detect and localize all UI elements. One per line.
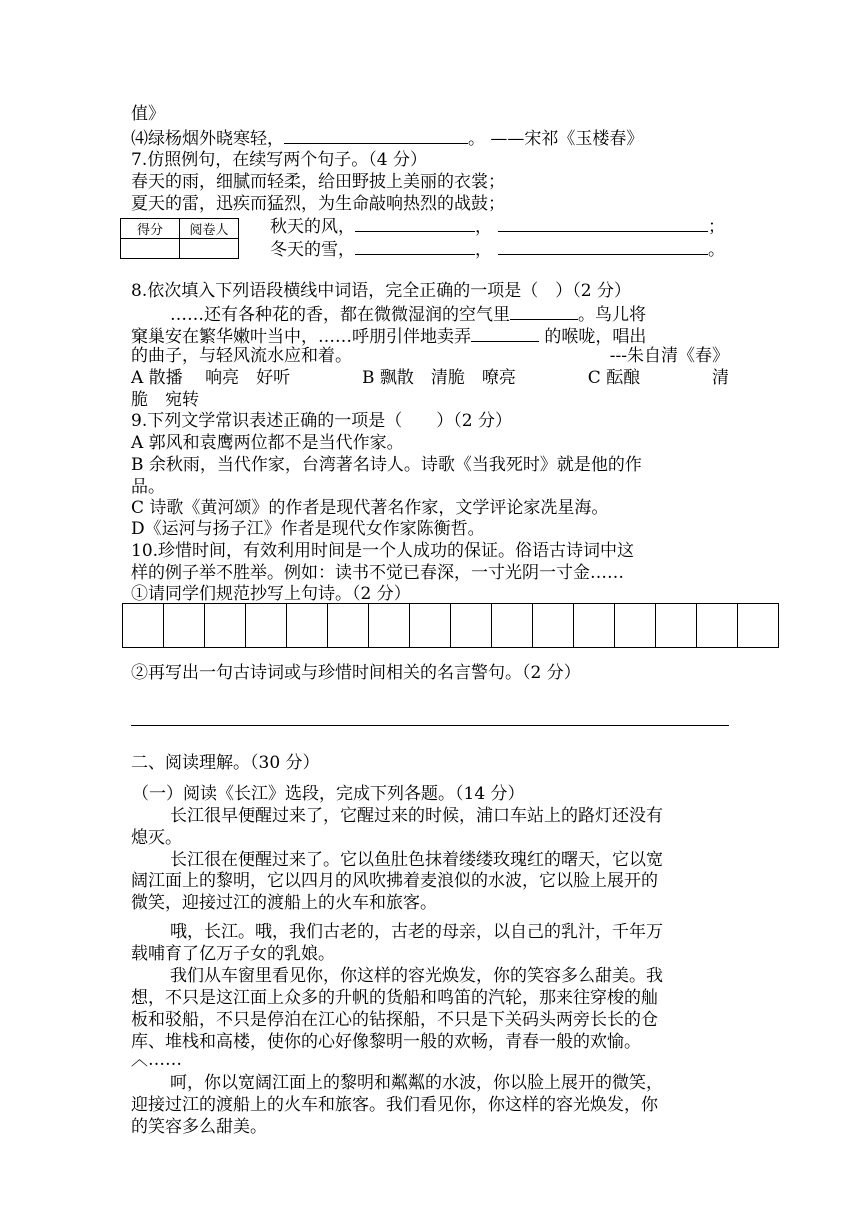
question-8: 8.依次填入下列语段横线中词语，完全正确的一项是（ ）（2 分） <box>131 281 631 301</box>
reading-line: 长江很早便醒过来了，它醒过来的时候，浦口车站上的路灯还没有 <box>170 806 663 826</box>
text: 清 <box>712 368 729 388</box>
text: 的喉咙，唱出 <box>539 327 647 347</box>
option-c[interactable]: C 酝酿 <box>587 368 641 388</box>
options-line <box>131 368 729 388</box>
section-heading: 二、阅读理解。（30 分） <box>131 753 320 773</box>
question-10-cont: 样的例子举不胜举。例如：读书不觉已春深，一寸光阴一寸金…… <box>131 563 624 583</box>
text: 。 ——宋祁《玉楼春》 <box>468 129 644 149</box>
grid-cell[interactable] <box>533 604 574 648</box>
text: ； <box>708 217 725 237</box>
example-sentence-2: 夏天的雷，迅疾而猛烈，为生命敲响热烈的战鼓； <box>131 194 505 214</box>
passage-line <box>131 325 646 347</box>
option-b[interactable]: B 飘散 清脆 嘹亮 <box>361 368 516 388</box>
answer-blank[interactable] <box>510 303 578 320</box>
answer-blank[interactable] <box>355 238 475 255</box>
reading-line: 熄灭。 <box>131 828 182 848</box>
grid-cell[interactable] <box>205 604 246 648</box>
text: 窠巢安在繁华嫩叶当中，……呼朋引伴地卖弄 <box>131 327 471 347</box>
reading-line: 载哺育了亿万子女的乳娘。 <box>131 944 335 964</box>
poem-fill-line <box>131 127 643 149</box>
text-line: 值》 <box>131 104 165 124</box>
reading-line: 长江很在便醒过来了。它以鱼肚色抹着缕缕玫瑰红的曙天，它以宽 <box>170 850 663 870</box>
text: 冬天的雪， <box>270 240 355 260</box>
question-7: 7.仿照例句，在续写两个句子。（4 分） <box>131 150 427 170</box>
reading-line: 阔江面上的黎明，它以四月的风吹拂着麦浪似的水波，它以脸上展开的 <box>131 871 658 891</box>
reading-line: 想，不只是这江面上众多的升帆的货船和鸣笛的汽轮，那来往穿梭的舢 <box>131 988 658 1008</box>
reading-line: 板和驳船，不只是停泊在江心的钻探船，不只是下关码头两旁长长的仓 <box>131 1010 658 1030</box>
grid-cell[interactable] <box>246 604 287 648</box>
question-9: 9.下列文学常识表述正确的一项是（ ）（2 分） <box>131 411 512 431</box>
reading-line: 呵，你以宽阔江面上的黎明和粼粼的水波，你以脸上展开的微笑， <box>170 1073 663 1093</box>
grid-cell[interactable] <box>410 604 451 648</box>
reading-line: 的笑容多么甜美。 <box>131 1117 267 1137</box>
passage-line <box>131 346 729 366</box>
answer-blank[interactable] <box>498 238 708 255</box>
example-sentence-1: 春天的雨，细腻而轻柔，给田野披上美丽的衣裳； <box>131 172 505 192</box>
grid-cell[interactable] <box>492 604 533 648</box>
text: ……还有各种花的香，都在微微湿润的空气里 <box>170 305 510 325</box>
grid-cell[interactable] <box>123 604 164 648</box>
answer-blank[interactable] <box>498 215 708 232</box>
option-b-cont: 品。 <box>131 477 165 497</box>
reading-line: 微笑，迎接过江的渡船上的火车和旅客。 <box>131 893 437 913</box>
score-label: 得分 <box>121 219 180 239</box>
autumn-line <box>270 215 725 237</box>
score-cell[interactable] <box>121 239 180 259</box>
reading-line: 我们从车窗里看见你，你这样的容光焕发，你的笑容多么甜美。我 <box>170 966 663 986</box>
grid-cell[interactable] <box>738 604 779 648</box>
grader-cell[interactable] <box>180 239 239 259</box>
text: ⑷绿杨烟外晓寒轻， <box>131 129 284 149</box>
answer-blank[interactable] <box>284 127 468 144</box>
passage-line <box>170 303 646 325</box>
question-10-1: ①请同学们规范抄写上句诗。（2 分） <box>131 584 411 604</box>
question-10-2: ②再写出一句古诗词或与珍惜时间相关的名言警句。（2 分） <box>131 663 581 683</box>
reading-line: 库、堆栈和高楼，使你的心好像黎明一般的欢畅，青春一般的欢愉。 <box>131 1032 641 1052</box>
option-c[interactable]: C 诗歌《黄河颂》的作者是现代著名作家，文学评论家冼星海。 <box>131 498 609 518</box>
grid-cell[interactable] <box>164 604 205 648</box>
reading-line: 迎接过江的渡船上的火车和旅客。我们看见你，你这样的容光焕发，你 <box>131 1095 658 1115</box>
text: 。鸟儿将 <box>578 305 646 325</box>
grid-cell[interactable] <box>451 604 492 648</box>
question-10: 10.珍惜时间，有效利用时间是一个人成功的保证。俗语古诗词中这 <box>131 541 635 561</box>
grid-cell[interactable] <box>328 604 369 648</box>
writing-grid[interactable] <box>122 603 779 648</box>
text: 秋天的风， <box>270 217 355 237</box>
answer-blank[interactable] <box>355 215 475 232</box>
grid-cell[interactable] <box>369 604 410 648</box>
text: 的曲子，与轻风流水应和着。 <box>131 346 352 366</box>
source: ---朱自清《春》 <box>609 346 729 366</box>
subsection-heading: （一）阅读《长江》选段，完成下列各题。（14 分） <box>132 784 525 804</box>
grid-cell[interactable] <box>287 604 328 648</box>
option-a[interactable]: A 郭风和袁鹰两位都不是当代作家。 <box>131 433 404 453</box>
answer-blank[interactable] <box>471 325 539 342</box>
grid-cell[interactable] <box>615 604 656 648</box>
option-a[interactable]: A 散播 响亮 好听 <box>131 368 291 388</box>
grid-cell[interactable] <box>574 604 615 648</box>
grader-label: 阅卷人 <box>180 219 239 239</box>
score-box <box>120 218 239 259</box>
grid-cell[interactable] <box>697 604 738 648</box>
option-b[interactable]: B 余秋雨，当代作家，台湾著名诗人。诗歌《当我死时》就是他的作 <box>131 455 642 475</box>
options-line: 脆 宛转 <box>131 390 199 410</box>
text: 。 <box>708 240 725 260</box>
text: ， <box>475 240 492 260</box>
option-d[interactable]: D《运河与扬子江》作者是现代女作家陈衡哲。 <box>131 519 485 539</box>
reading-line: 哦，长江。哦，我们古老的，古老的母亲，以自己的乳汁，千年万 <box>170 922 663 942</box>
reading-line: ︿…… <box>131 1050 182 1070</box>
text: ， <box>475 217 492 237</box>
answer-line[interactable] <box>131 725 729 726</box>
grid-cell[interactable] <box>656 604 697 648</box>
winter-line <box>270 238 725 260</box>
